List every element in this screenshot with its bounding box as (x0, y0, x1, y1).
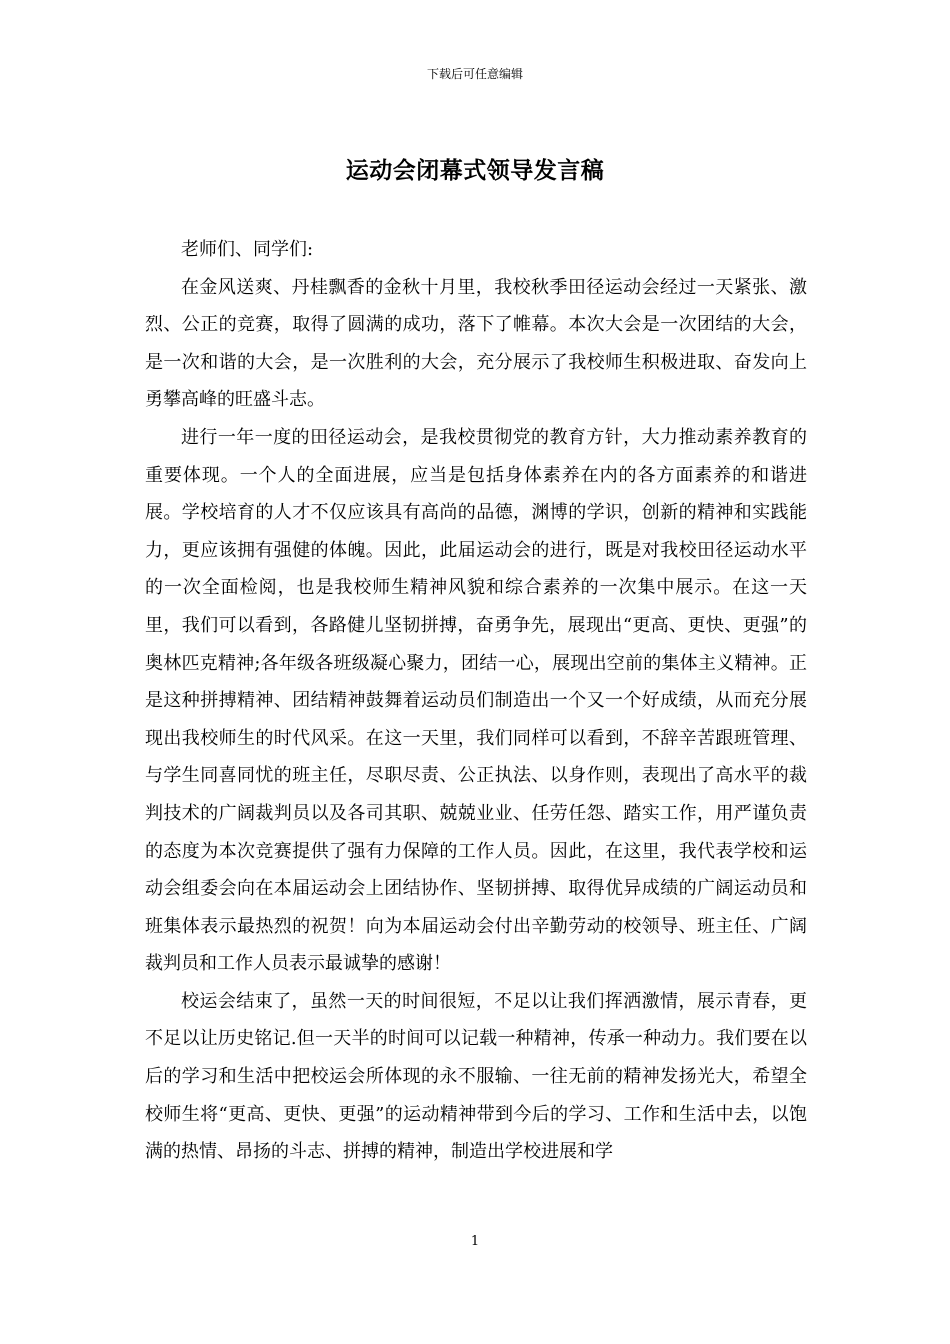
document-body (145, 231, 807, 1171)
paragraph-1: 在金风送爽、丹桂飘香的金秋十月里，我校秋季田径运动会经过一天紧张、激烈、公正的竞赛，取得了圆满的成功，落下了帷幕。本次大会是一次团结的大会，是一次和谐的大会，是一次胜利的大会，充分展示了我校师生积极进取、奋发向上勇攀高峰的旺盛斗志。 (145, 276, 807, 411)
greeting: 老师们、同学们: (181, 239, 314, 260)
paragraph-2: 进行一年一度的田径运动会，是我校贯彻党的教育方针，大力推动素养教育的重要体现。一个人的全面进展，应当是包括身体素养在内的各方面素养的和谐进展。学校培育的人才不仅应该具有高尚的品德，渊博的学识，创新的精神和实践能力，更应该拥有强健的体魄。因此，此届运动会的进行，既是对我校田径运动水平的一次全面检阅，也是我校师生精神风貌和综合素养的一次集中展示。在这一天里，我们可以看到，各路健儿坚韧拼搏，奋勇争先，展现出“更高、更快、更强”的奥林匹克精神;各年级各班级凝心聚力，团结一心，展现出空前的集体主义精神。正是这种拼搏精神、团结精神鼓舞着运动员们制造出一个又一个好成绩，从而充分展现出我校师生的时代风采。在这一天里，我们同样可以看到，不辞辛苦跟班管理、与学生同喜同忧的班主任，尽职尽责、公正执法、以身作则，表现出了高水平的裁判技术的广阔裁判员以及各司其职、兢兢业业、任劳任怨、踏实工作，用严谨负责的态度为本次竞赛提供了强有力保障的工作人员。因此，在这里，我代表学校和运动会组委会向在本届运动会上团结协作、坚韧拼搏、取得优异成绩的广阔运动员和班集体表示最热烈的祝贺！向为本届运动会付出辛勤劳动的校领导、班主任、广阔裁判员和工作人员表示最诚挚的感谢！ (145, 426, 807, 975)
page-number: 1 (470, 1234, 480, 1249)
header-note: 下载后可任意编辑 (426, 67, 523, 81)
document-title: 运动会闭幕式领导发言稿 (345, 157, 605, 184)
paragraph-3: 校运会结束了，虽然一天的时间很短，不足以让我们挥洒激情，展示青春，更不足以让历史铭记.但一天半的时间可以记载一种精神，传承一种动力。我们要在以后的学习和生活中把校运会所体现的永不服输、一往无前的精神发扬光大，希望全校师生将“更高、更快、更强”的运动精神带到今后的学习、工作和生活中去，以饱满的热情、昂扬的斗志、拼搏的精神，制造出学校进展和学 (145, 990, 807, 1163)
